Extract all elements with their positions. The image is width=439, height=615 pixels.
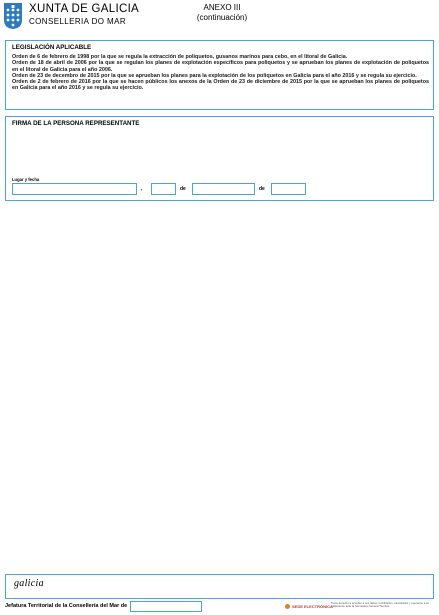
footer-brand-box	[5, 574, 434, 599]
recipient-label: Jefatura Territorial de la Consellería del Mar de	[5, 603, 128, 609]
de-separator: de	[180, 186, 186, 192]
place-field[interactable]	[12, 183, 137, 195]
signature-section	[5, 116, 434, 201]
legislation-item: Orden de 2 de febrero de 2016 por la que se hacen públicos los anexos de la Orden de 23 de diciembre de 2015 por la que se aprueban los planes de poliquetos en Galicia para el año 2016 y se regula su ejercicio.	[12, 79, 429, 92]
annex-heading	[196, 3, 248, 22]
sede-electronica-icon	[285, 604, 290, 609]
legislation-section	[5, 40, 434, 110]
legislation-item: Orden de 18 de abril de 2006 por la que se regulan los planes de explotación específicos para poliquetos y se aprueban los planes de explotación de poliquetos en el litoral de Galicia para el año 2006.	[12, 60, 429, 73]
place-date-label: Lugar y fecha	[12, 177, 40, 182]
galicia-logo: galicia	[14, 578, 44, 589]
year-field[interactable]	[271, 183, 306, 195]
legislation-item: Orden de 23 de decembro de 2015 por la que se aprueban los planes para la explotación de los poliquetos en Galicia para el año 2016 y se regula su ejercicio.	[12, 72, 417, 79]
legislation-item: Orden de 6 de febrero de 1998 por la que se regula la extracción de poliquetos, gusanos marinos para cebo, en el litoral de Galicia.	[12, 54, 348, 60]
data-protection-note: Tiene derecho a acceder a sus datos, rectificarlos, cancelarlos y oponerse a su tratamiento ante la Secretaría General Técnica.	[331, 601, 429, 609]
recipient-field[interactable]	[130, 601, 202, 612]
org-subtitle: CONSELLERIA DO MAR	[29, 17, 127, 26]
de-separator: de	[259, 186, 265, 192]
month-field[interactable]	[192, 183, 255, 195]
legislation-list	[12, 54, 429, 92]
sede-electronica-badge	[285, 604, 333, 609]
annex-subtitle: (continuación)	[196, 12, 248, 22]
comma-separator: ,	[141, 186, 143, 192]
day-field[interactable]	[151, 183, 176, 195]
legislation-title: LEGISLACIÓN APLICABLE	[12, 44, 92, 51]
annex-title: ANEXO III	[203, 3, 241, 12]
sede-electronica-label: SEDE ELECTRÓNICA	[292, 604, 333, 609]
signature-title: FIRMA DE LA PERSONA REPRESENTANTE	[12, 120, 140, 127]
org-title: XUNTA DE GALICIA	[29, 3, 140, 15]
xunta-shield-icon	[3, 2, 23, 30]
